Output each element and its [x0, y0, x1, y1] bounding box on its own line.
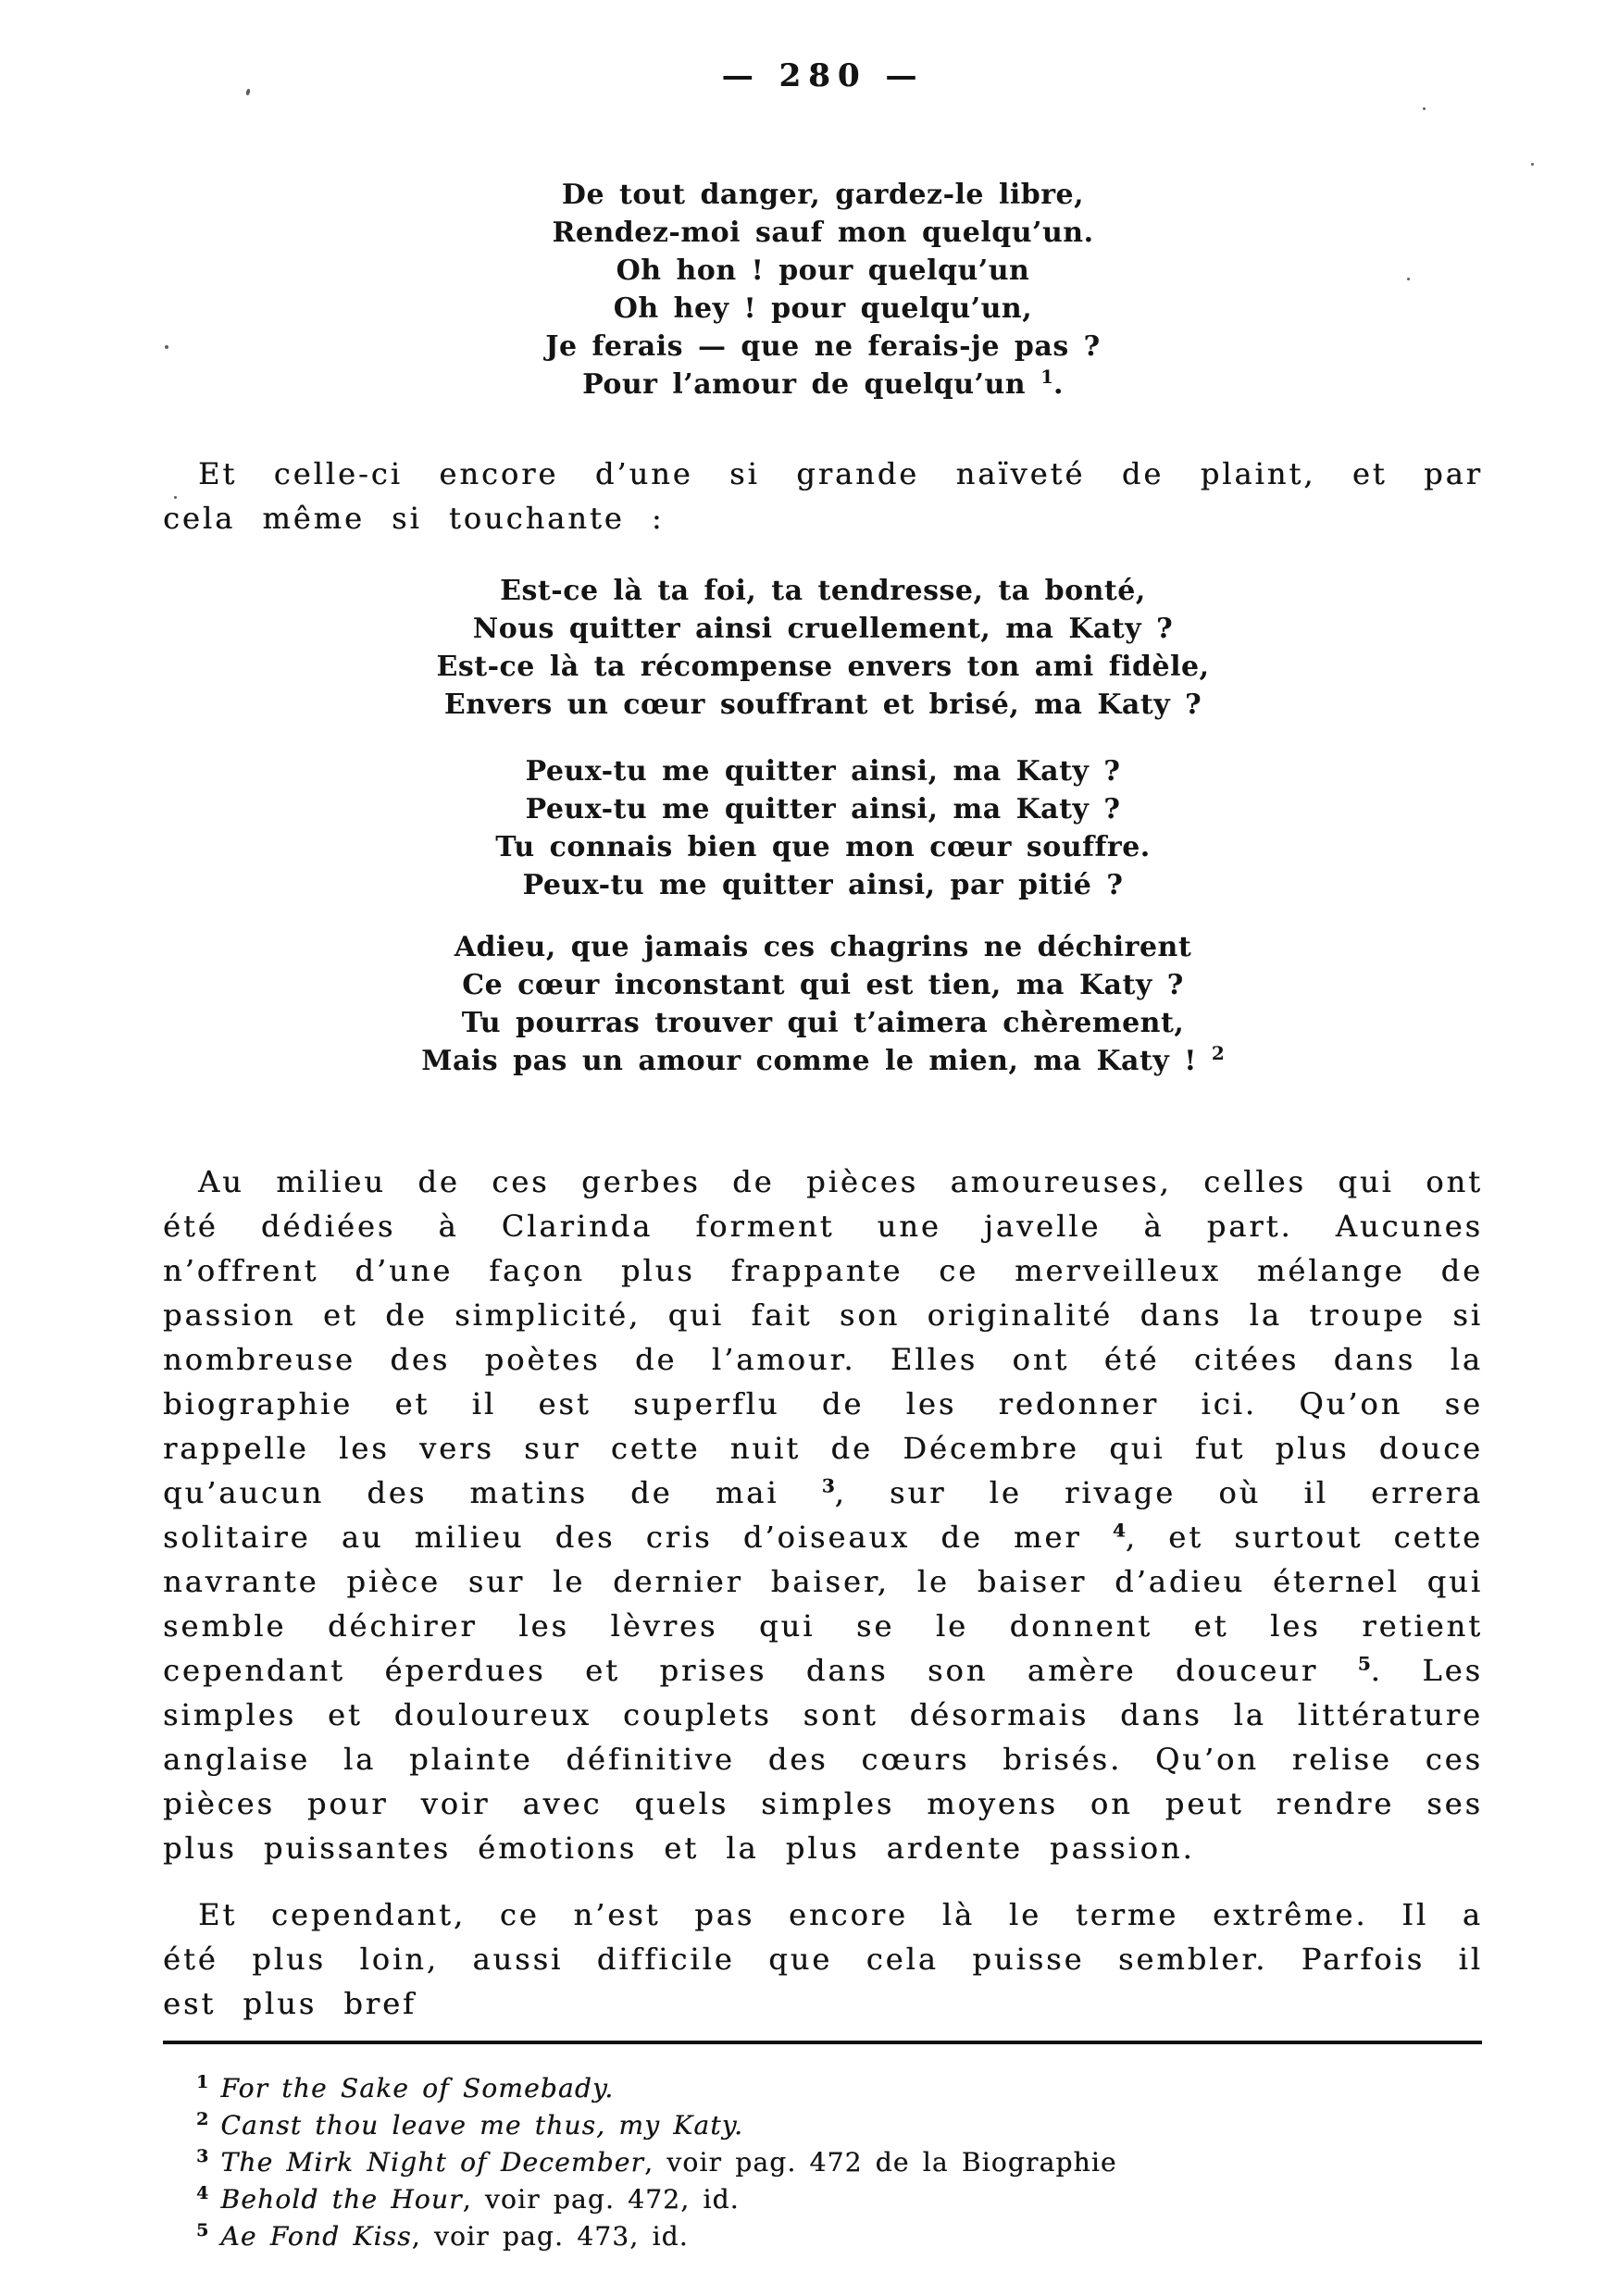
verse-line: Nous quitter ainsi cruellement, ma Katy ? — [472, 613, 1174, 645]
verse-line: De tout danger, gardez-le libre, — [561, 179, 1085, 211]
text-column — [163, 0, 1483, 2255]
verse-line: Peux-tu me quitter ainsi, ma Katy ? — [525, 793, 1121, 825]
paragraph-intro: Et celle-ci encore d’une si grande naïveté de plaint, et par cela même si touchante : — [163, 456, 1483, 536]
page-number: — 280 — — [721, 57, 925, 94]
poem-katy-stanza-3 — [163, 928, 1483, 1080]
paragraph-text: Au milieu de ces gerbes de pièces amoureuses, celles qui ont été dédiées à Clarinda forment une javelle à part. Aucunes n’offrent d’une façon plus frappante ce merveilleux mélange de passion et de simplicité, qui fait son originalité dans la troupe si nombreuse des poètes de l’amour. Elles ont été citées dans la biographie et il est superflu de les redonner ici. Qu’on se rappelle les vers sur cette nuit de Décembre qui fut plus douce qu’aucun des matins de mai — [163, 1164, 1483, 1510]
footnote-title: For the Sake of Somebady. — [220, 2073, 615, 2104]
verse-line: Adieu, que jamais ces chagrins ne déchirent — [454, 931, 1192, 963]
poem-quelquun — [163, 176, 1483, 403]
footnote-reference-text: , voir pag. 472 de la Biographie — [644, 2147, 1117, 2178]
paragraph-closing: Et cependant, ce n’est pas encore là le terme extrême. Il a été plus loin, aussi difficile que cela puisse sembler. Parfois il est plus bref — [163, 1897, 1483, 2021]
footnote-title: Canst thou leave me thus, my Katy. — [220, 2110, 744, 2141]
paragraph-text: . Les simples et douloureux couplets sont désormais dans la littérature anglaise la plainte définitive des cœurs brisés. Qu’on relise ces pièces pour voir avec quels simples moyens on peut rendre ses plus puissantes émotions et la plus ardente passion. — [163, 1653, 1483, 1866]
footnote-number: 3 — [196, 2145, 210, 2166]
verse-line: Oh hey ! pour quelqu’un, — [613, 292, 1033, 325]
verse-line: Est-ce là ta récompense envers ton ami fidèle, — [436, 651, 1210, 683]
paragraph-text: , sur le rivage où il errera solitaire au milieu des cris d’oiseaux de mer — [163, 1475, 1484, 1555]
footnote-ref-3: 3 — [821, 1474, 835, 1497]
verse-line: Ce cœur inconstant qui est tien, ma Katy ? — [462, 969, 1184, 1001]
footnote-item — [196, 2070, 1483, 2107]
paragraph-text: , et surtout cette navrante pièce sur le dernier baiser, le baiser d’adieu éternel qui semble déchirer les lèvres qui se le donnent et les retient cependant éperdues et prises dans son amère douceur — [163, 1520, 1484, 1688]
scan-speck — [1531, 163, 1534, 166]
verse-line: Envers un cœur souffrant et brisé, ma Katy ? — [443, 689, 1202, 721]
poem-katy-stanza-1 — [163, 572, 1483, 724]
verse-text: Mais pas un amour comme le mien, ma Katy ! — [421, 1045, 1212, 1077]
verse-line-with-footnote — [163, 366, 1483, 403]
verse-line: Peux-tu me quitter ainsi, ma Katy ? — [525, 755, 1121, 788]
footnote-number: 1 — [196, 2071, 210, 2092]
footnote-ref-4: 4 — [1112, 1519, 1126, 1542]
footnote-item — [196, 2218, 1483, 2255]
footnote-separator-rule — [163, 2041, 1482, 2044]
footnote-number: 2 — [196, 2108, 210, 2129]
verse-line: Oh hon ! pour quelqu’un — [616, 254, 1030, 287]
footnote-number: 5 — [196, 2219, 210, 2240]
footnote-title: Behold the Hour — [220, 2184, 463, 2215]
verse-line: Peux-tu me quitter ainsi, par pitié ? — [522, 869, 1124, 901]
footnote-number: 4 — [196, 2182, 210, 2203]
footnotes-block — [163, 2070, 1483, 2255]
verse-line: Je ferais — que ne ferais-je pas ? — [545, 330, 1101, 363]
footnote-item — [196, 2181, 1483, 2218]
footnote-reference-text: , voir pag. 473, id. — [411, 2221, 689, 2252]
verse-line-with-footnote — [163, 1042, 1483, 1080]
verse-line: Est-ce là ta foi, ta tendresse, ta bonté, — [500, 575, 1146, 607]
footnote-reference-text: , voir pag. 472, id. — [462, 2184, 740, 2215]
footnote-title: Ae Fond Kiss — [220, 2221, 412, 2252]
verse-text: Pour l’amour de quelqu’un — [582, 368, 1041, 401]
footnote-ref-1: 1 — [1040, 366, 1053, 388]
footnote-item — [196, 2107, 1483, 2144]
verse-line: Rendez-moi sauf mon quelqu’un. — [552, 217, 1094, 249]
verse-line: Tu connais bien que mon cœur souffre. — [495, 831, 1151, 863]
verse-line: Tu pourras trouver qui t’aimera chèrement, — [461, 1007, 1185, 1039]
paragraph-clarinda — [163, 1160, 1483, 1870]
verse-text: . — [1052, 368, 1064, 401]
footnote-ref-2: 2 — [1211, 1042, 1225, 1064]
footnote-item — [196, 2144, 1483, 2181]
poem-katy-stanza-2 — [163, 752, 1483, 904]
footnote-title: The Mirk Night of December — [220, 2147, 645, 2178]
footnote-ref-5: 5 — [1357, 1652, 1371, 1675]
